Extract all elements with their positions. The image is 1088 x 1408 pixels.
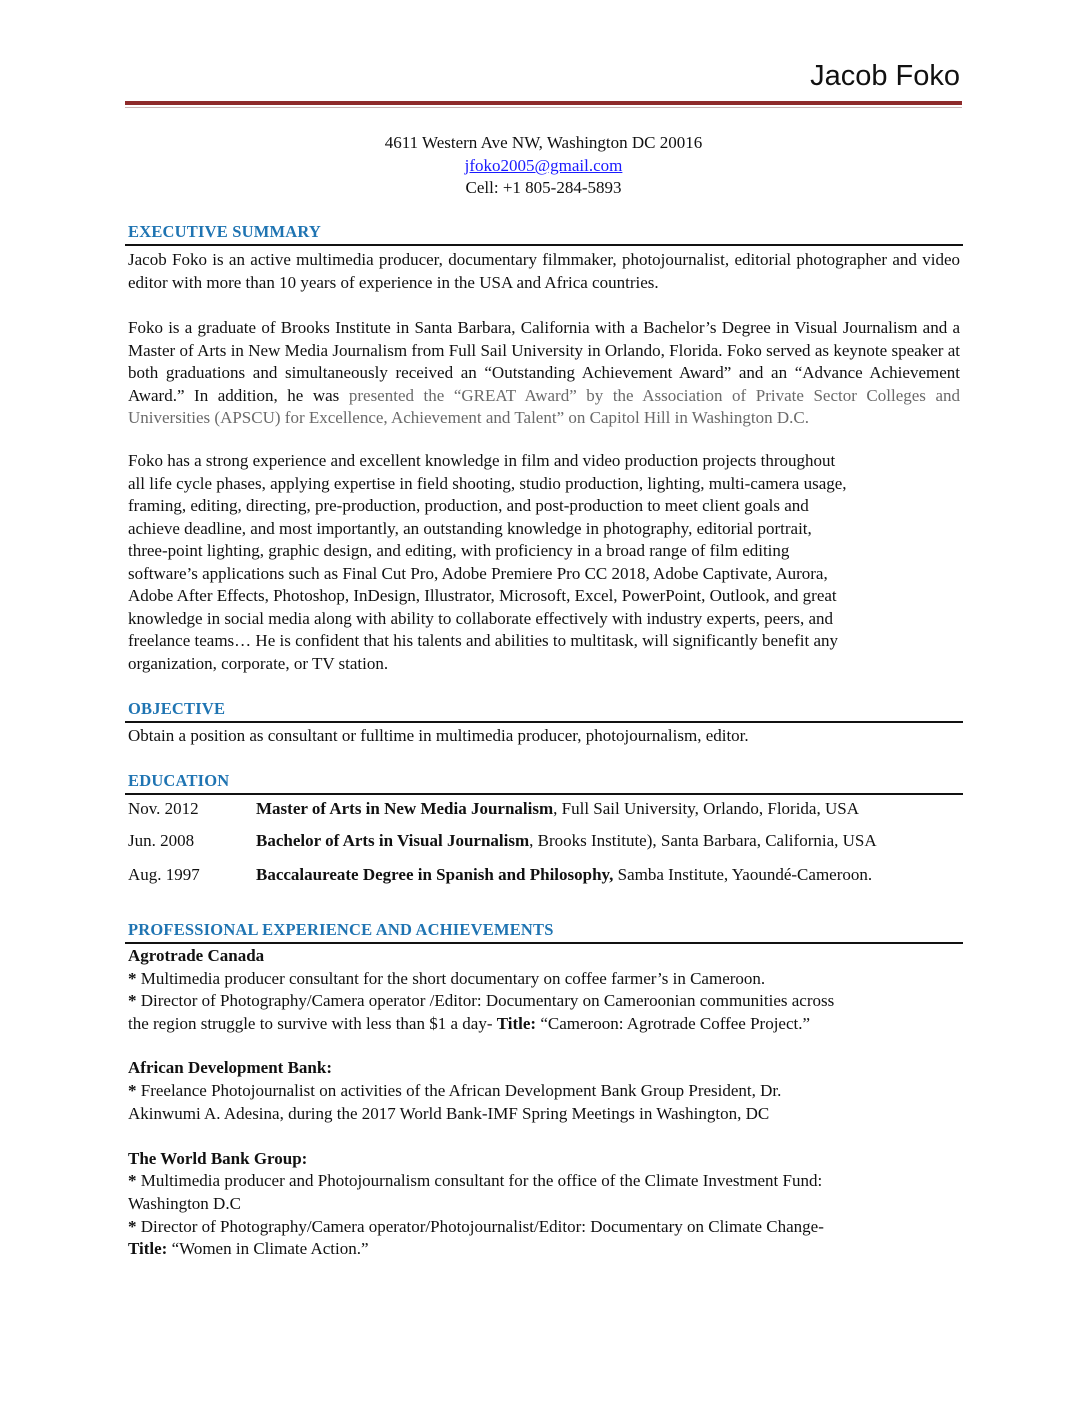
education-heading: EDUCATION [128, 771, 230, 790]
bullet-text: Freelance Photojournalist on activities of the African Development Bank Group President, Dr. [136, 1081, 782, 1100]
afdb-bullet-1 [128, 1081, 781, 1101]
summary-paragraph-2-main: Foko is a graduate of Brooks Institute in Santa Barbara, California with a Bachelor’s Degree in Visual Journalism and a Master of Arts in New Media Journalism from Full Sail University in Orlando, Florida. Foko served as keynote speaker at both graduations and simultaneously received an “Outstanding Achievement Award” and an “Advance Achievement Award.” In addition, he was [128, 318, 960, 405]
agrotrade-bullet-2-cont [128, 1014, 810, 1034]
title-label: Title: [496, 1014, 537, 1033]
bullet-star: * [128, 969, 137, 988]
header-rule-shadow [125, 107, 962, 108]
education-date: Aug. 1997 [128, 865, 200, 884]
education-entry [256, 865, 872, 885]
documentary-title: “Cameroon: Agrotrade Coffee Project.” [536, 1014, 811, 1033]
wbg-bullet-1 [128, 1171, 822, 1191]
header-rule [125, 101, 962, 105]
org-world-bank [128, 1149, 307, 1169]
bullet-star: * [128, 1171, 137, 1190]
org-afdb [128, 1058, 332, 1078]
summary-line: framing, editing, directing, pre-production, production, and post-production to meet client goals and [128, 496, 809, 515]
bullet-star: * [128, 1217, 137, 1236]
org-name: The World Bank Group: [128, 1149, 308, 1168]
org-name: Agrotrade Canada [128, 946, 265, 965]
education-degree: Bachelor of Arts in Visual Journalism [256, 831, 530, 850]
resume-name: Jacob Foko [810, 60, 960, 92]
email-link[interactable]: jfoko2005@gmail.com [464, 156, 623, 175]
summary-paragraph-2-award: presented the “GREAT Award” by the Association of Private Sector Colleges and Universities (APSCU) for Excellence, Achievement and Talent” on Capitol Hill in Washington D.C. [128, 385, 961, 427]
education-date: Jun. 2008 [128, 831, 195, 850]
bullet-star: * [128, 1081, 137, 1100]
education-entry [256, 799, 859, 819]
experience-heading: PROFESSIONAL EXPERIENCE AND ACHIEVEMENTS [128, 920, 554, 939]
address: 4611 Western Ave NW, Washington DC 20016 [384, 133, 703, 152]
email-line [125, 155, 962, 177]
wbg-bullet-2-cont [128, 1239, 369, 1259]
objective-heading: OBJECTIVE [128, 699, 226, 718]
agrotrade-bullet-1 [128, 969, 765, 989]
org-name: African Development Bank: [128, 1058, 332, 1077]
documentary-title: “Women in Climate Action.” [167, 1239, 369, 1258]
afdb-bullet-1-cont: Akinwumi A. Adesina, during the 2017 World Bank-IMF Spring Meetings in Washington, DC [128, 1104, 770, 1123]
summary-line: achieve deadline, and most importantly, an outstanding knowledge in photography, editorial portrait, [128, 518, 812, 538]
summary-line: all life cycle phases, applying expertise in field shooting, studio production, lighting, multi-camera usage, [128, 473, 847, 493]
summary-line: three-point lighting, graphic design, and editing, with proficiency in a broad range of film editing [128, 541, 790, 560]
wbg-bullet-2 [128, 1217, 824, 1237]
education-entry [256, 831, 877, 851]
summary-paragraph-2 [128, 317, 960, 430]
education-degree: Baccalaureate Degree in Spanish and Philosophy, [256, 865, 614, 884]
title-label: Title: [128, 1239, 168, 1258]
summary-line: knowledge in social media along with ability to collaborate effectively with industry experts, peers, and [128, 608, 833, 628]
summary-line: freelance teams… He is confident that his talents and abilities to multitask, will significantly benefit any [128, 631, 839, 650]
summary-line: Adobe After Effects, Photoshop, InDesign, Illustrator, Microsoft, Excel, PowerPoint, Outlook, and great [128, 586, 837, 605]
objective-text: Obtain a position as consultant or fulltime in multimedia producer, photojournalism, editor. [128, 726, 749, 745]
summary-line: software’s applications such as Final Cut Pro, Adobe Premiere Pro CC 2018, Adobe Captivate, Aurora, [128, 563, 828, 583]
wbg-bullet-1-cont: Washington D.C [128, 1194, 241, 1213]
bullet-text: Multimedia producer and Photojournalism consultant for the office of the Climate Investment Fund: [136, 1171, 823, 1190]
executive-summary-heading: EXECUTIVE SUMMARY [128, 222, 322, 241]
org-agrotrade [128, 946, 264, 966]
section-rule [125, 942, 963, 944]
section-rule [125, 244, 963, 246]
education-detail: , Brooks Institute), Santa Barbara, California, USA [529, 831, 877, 850]
agrotrade-bullet-2 [128, 991, 834, 1011]
bullet-text: the region struggle to survive with less than $1 a day- [128, 1014, 497, 1033]
summary-line: Foko has a strong experience and excellent knowledge in film and video production projects throughout [128, 451, 836, 470]
bullet-text: Director of Photography/Camera operator /Editor: Documentary on Cameroonian communities across [136, 991, 835, 1010]
summary-line: organization, corporate, or TV station. [128, 653, 389, 673]
bullet-text: Multimedia producer consultant for the short documentary on coffee farmer’s in Cameroon. [136, 969, 766, 988]
education-detail: , Full Sail University, Orlando, Florida, USA [553, 799, 859, 818]
education-detail: Samba Institute, Yaoundé-Cameroon. [613, 865, 873, 884]
section-rule [125, 721, 963, 723]
education-date: Nov. 2012 [128, 799, 199, 818]
cell-phone: Cell: +1 805-284-5893 [465, 178, 622, 197]
education-degree: Master of Arts in New Media Journalism [256, 799, 554, 818]
summary-paragraph-3 [128, 451, 960, 676]
bullet-text: Director of Photography/Camera operator/Photojournalist/Editor: Documentary on Climate Change- [136, 1217, 824, 1236]
section-rule [125, 793, 963, 795]
summary-paragraph-1: Jacob Foko is an active multimedia producer, documentary filmmaker, photojournalist, editorial photographer and video editor with more than 10 years of experience in the USA and Africa countries. [128, 250, 960, 292]
bullet-star: * [128, 991, 137, 1010]
